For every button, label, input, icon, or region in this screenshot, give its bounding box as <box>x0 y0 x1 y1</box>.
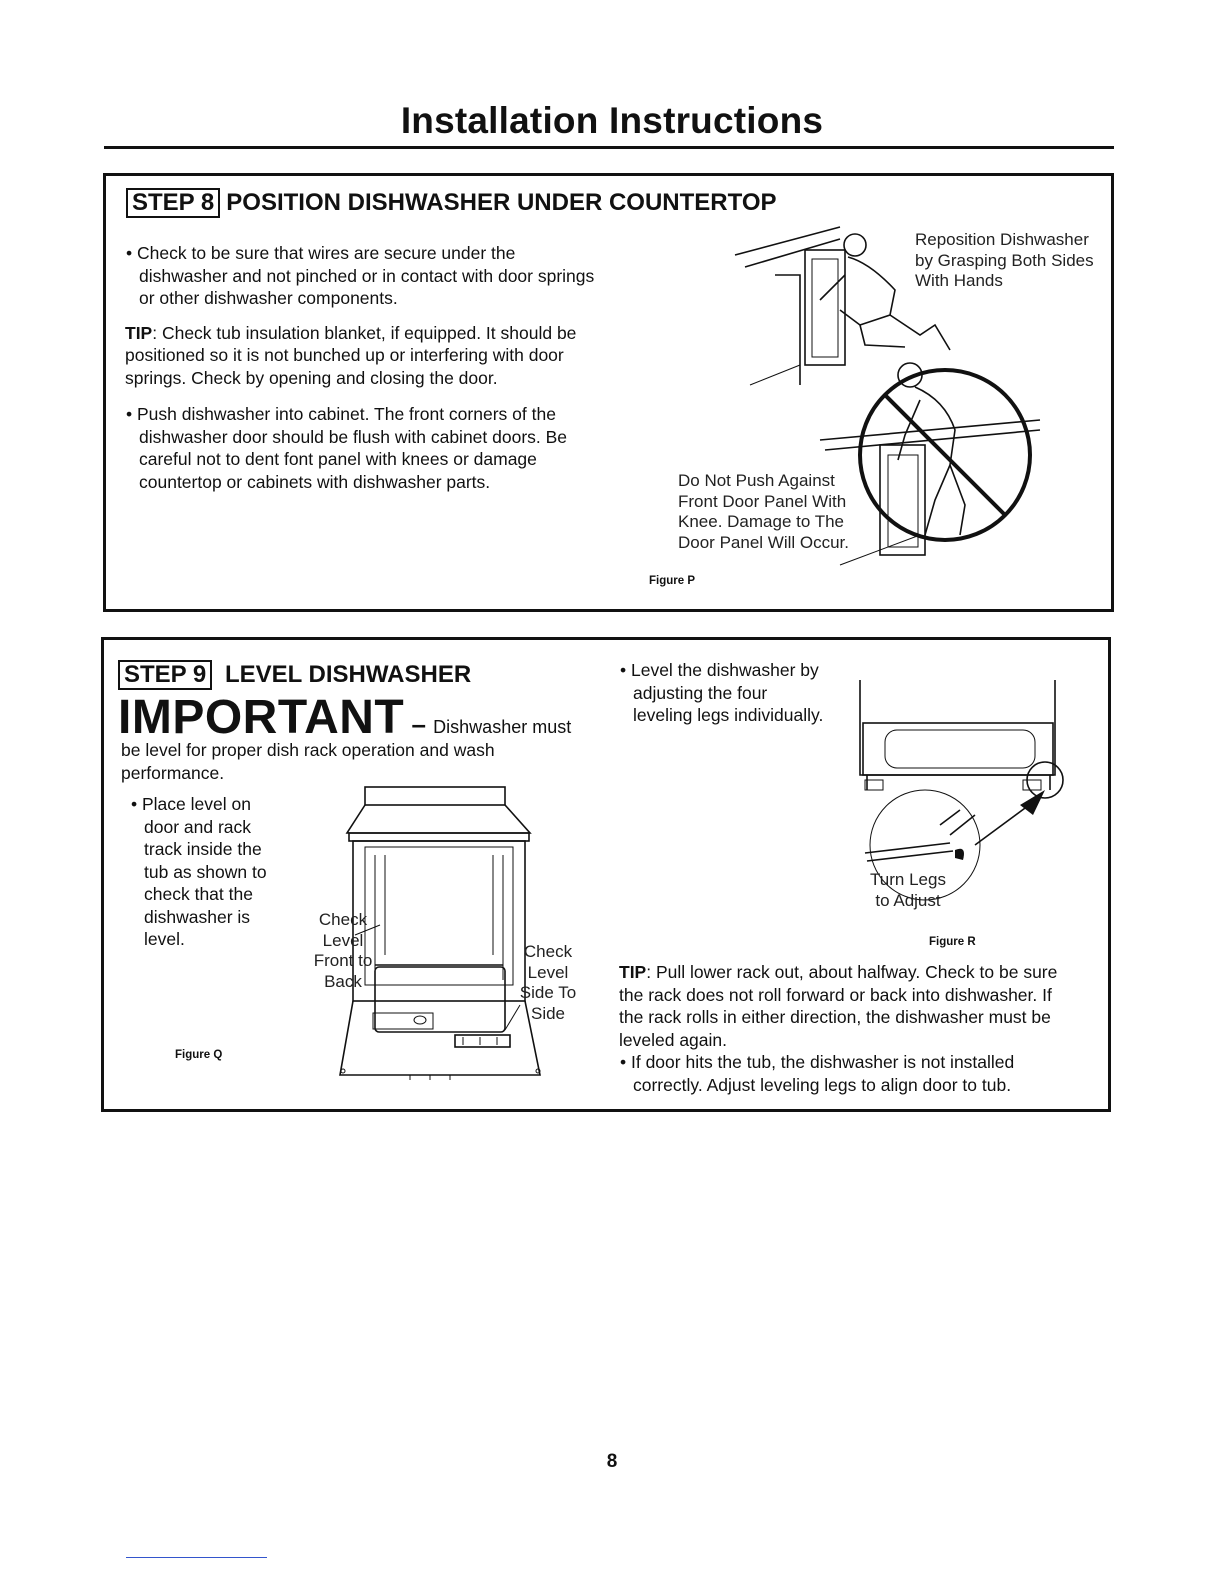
figure-r-label-turn: Turn Legs to Adjust <box>870 870 946 910</box>
important-word: IMPORTANT <box>118 691 405 744</box>
step8-tip-label: TIP <box>125 322 153 343</box>
figure-p-callout-reposition: Reposition Dishwasher by Grasping Both Sides With Hands <box>915 230 1094 290</box>
important-dash: – <box>404 709 434 739</box>
figure-p-callout-warning: Do Not Push Against Front Door Panel With Knee. Damage to The Door Panel Will Occur. <box>678 471 849 552</box>
title-divider <box>104 146 1114 149</box>
step8-tip-text: : Check tub insulation blanket, if equipped. It should be positioned so it is not bunched up or interfering with door springs. Check by opening and closing the door. <box>125 322 577 388</box>
step8-heading: POSITION DISHWASHER UNDER COUNTERTOP <box>226 189 777 216</box>
footer-link-underline <box>126 1557 267 1558</box>
step9-header <box>118 660 471 690</box>
step9-tip-label: TIP <box>619 962 647 982</box>
step9-tip-block <box>619 961 1059 1096</box>
step9-bullet-level <box>619 659 824 727</box>
step8-bullet-wires: • Check to be sure that wires are secure under the dishwasher and not pinched or in contact with door springs or other dishwasher components. <box>126 243 595 308</box>
step9-bullet-place <box>130 793 290 951</box>
step8-tag: STEP 8 <box>126 188 220 218</box>
step9-tip <box>619 961 1059 1051</box>
page-number: 8 <box>606 1451 618 1472</box>
step9-heading: LEVEL DISHWASHER <box>224 661 472 688</box>
step9-tag: STEP 9 <box>118 660 212 690</box>
step8-bullet-push: • Push dishwasher into cabinet. The front corners of the dishwasher door should be flush with cabinet doors. Be careful not to dent font panel with knees or damage countertop or cabinets with dishwasher parts. <box>126 404 568 492</box>
step9-tip-text: : Pull lower rack out, about halfway. Check to be sure the rack does not roll forward or back into dishwasher. If the rack rolls in either direction, the dishwasher must be leveled again. <box>619 962 1058 1050</box>
figure-q-label-side: Check Level Side To Side <box>519 942 577 1023</box>
figure-q-caption: Figure Q <box>175 1049 223 1061</box>
step9-important <box>118 690 571 745</box>
figure-q-label-front: Check Level Front to Back <box>313 910 373 991</box>
step8-header <box>126 188 777 218</box>
figure-r-caption: Figure R <box>929 936 976 948</box>
step9-bullet-door: • If door hits the tub, the dishwasher is not installed correctly. Adjust leveling legs to align door to tub. <box>620 1052 1015 1095</box>
step9-bullet-place-text: • Place level on door and rack track inside the tub as shown to check that the dishwasher is level. <box>131 794 267 949</box>
page-title: Installation Instructions <box>400 100 824 141</box>
step9-important-cont: be level for proper dish rack operation and wash performance. <box>121 740 495 783</box>
important-rest: Dishwasher must <box>433 717 572 737</box>
step8-tip <box>125 322 600 390</box>
step8-text <box>125 242 600 493</box>
figure-p-caption: Figure P <box>649 575 696 587</box>
step9-bullet-level-text: • Level the dishwasher by adjusting the four leveling legs individually. <box>620 660 824 725</box>
